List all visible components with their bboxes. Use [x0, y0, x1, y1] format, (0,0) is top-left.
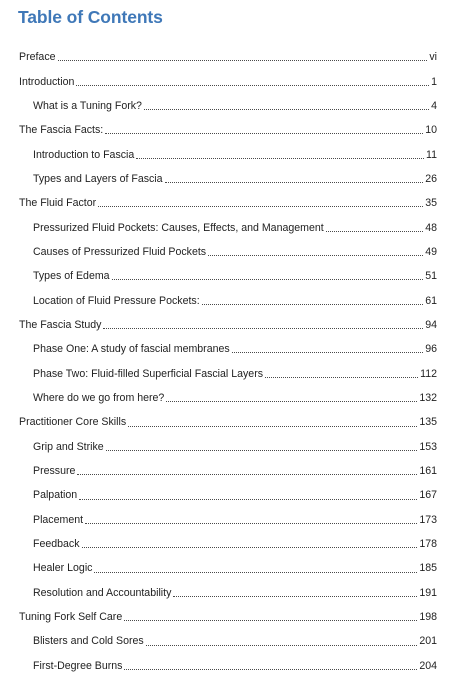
toc-entry-page-number: 26: [425, 172, 437, 185]
toc-entry-page-number: 11: [426, 148, 437, 161]
dot-leader: [112, 279, 424, 280]
toc-entry-title: Healer Logic: [33, 562, 93, 575]
toc-entry-page-number: 112: [420, 367, 437, 380]
toc-entry-title: Pressure: [33, 465, 76, 478]
toc-entry[interactable]: [0, 240, 459, 264]
toc-entry-title: The Fluid Factor: [19, 197, 97, 210]
toc-entry-title: Introduction to Fascia: [33, 148, 135, 161]
toc-entry-title: Phase Two: Fluid-filled Superficial Fascial Layers: [33, 367, 264, 380]
dot-leader: [124, 669, 417, 670]
toc-entry-title: The Fascia Facts:: [19, 124, 104, 137]
dot-leader: [165, 182, 424, 183]
toc-entry[interactable]: [0, 69, 459, 93]
toc-entry[interactable]: [0, 313, 459, 337]
toc-entry-title: Practitioner Core Skills: [19, 416, 127, 429]
dot-leader: [208, 255, 423, 256]
toc-entry-page-number: 204: [419, 659, 437, 672]
dot-leader: [202, 304, 424, 305]
dot-leader: [136, 158, 424, 159]
toc-entry[interactable]: [0, 142, 459, 166]
toc-entry-title: Placement: [33, 513, 84, 526]
toc-entry[interactable]: [0, 435, 459, 459]
dot-leader: [103, 328, 423, 329]
toc-entry-page-number: 185: [419, 562, 437, 575]
toc-entry-page-number: 161: [419, 465, 437, 478]
toc-entry[interactable]: [0, 556, 459, 580]
toc-entry-title: Introduction: [19, 75, 75, 88]
toc-entry[interactable]: [0, 654, 459, 678]
toc-entry[interactable]: [0, 508, 459, 532]
toc-entry-title: Palpation: [33, 489, 78, 502]
dot-leader: [106, 450, 418, 451]
toc-entry-page-number: 1: [431, 75, 437, 88]
dot-leader: [79, 499, 417, 500]
toc-entry[interactable]: [0, 483, 459, 507]
dot-leader: [105, 133, 423, 134]
dot-leader: [98, 206, 423, 207]
toc-entry-page-number: 167: [419, 489, 437, 502]
dot-leader: [166, 401, 417, 402]
toc-entry-page-number: 49: [425, 245, 437, 258]
toc-entry[interactable]: [0, 361, 459, 385]
toc-entry-page-number: 35: [425, 197, 437, 210]
toc-entry-title: First-Degree Burns: [33, 659, 123, 672]
toc-title: Table of Contents: [18, 7, 163, 27]
toc-entry[interactable]: [0, 45, 459, 69]
toc-entry[interactable]: [0, 118, 459, 142]
toc-entry-page-number: 191: [419, 586, 437, 599]
toc-entry[interactable]: [0, 264, 459, 288]
toc-entry-title: The Fascia Study: [19, 318, 102, 331]
toc-entry-page-number: 10: [425, 124, 437, 137]
toc-entry[interactable]: [0, 386, 459, 410]
toc-entry-page-number: 153: [419, 440, 437, 453]
dot-leader: [128, 426, 417, 427]
toc-entry-title: Types and Layers of Fascia: [33, 172, 163, 185]
toc-list: [0, 45, 459, 678]
toc-entry-page-number: vi: [429, 51, 437, 64]
toc-entry[interactable]: [0, 94, 459, 118]
dot-leader: [58, 60, 428, 61]
dot-leader: [77, 474, 417, 475]
toc-entry-title: Phase One: A study of fascial membranes: [33, 343, 230, 356]
toc-entry-page-number: 198: [419, 611, 437, 624]
toc-entry[interactable]: [0, 288, 459, 312]
toc-entry-title: Preface: [19, 51, 56, 64]
toc-entry-page-number: 201: [419, 635, 437, 648]
toc-entry-page-number: 178: [419, 538, 437, 551]
toc-entry[interactable]: [0, 215, 459, 239]
toc-entry-page-number: 51: [425, 270, 437, 283]
toc-entry-page-number: 135: [419, 416, 437, 429]
toc-entry-title: Pressurized Fluid Pockets: Causes, Effects, and Management: [33, 221, 324, 234]
dot-leader: [76, 85, 429, 86]
dot-leader: [265, 377, 418, 378]
toc-entry[interactable]: [0, 167, 459, 191]
dot-leader: [85, 523, 417, 524]
toc-entry-title: Tuning Fork Self Care: [19, 611, 123, 624]
toc-entry-title: Feedback: [33, 538, 80, 551]
toc-entry-page-number: 94: [425, 318, 437, 331]
toc-entry-title: Grip and Strike: [33, 440, 104, 453]
toc-entry[interactable]: [0, 337, 459, 361]
toc-entry[interactable]: [0, 629, 459, 653]
toc-entry-page-number: 173: [419, 513, 437, 526]
toc-entry-title: Causes of Pressurized Fluid Pockets: [33, 245, 207, 258]
toc-entry[interactable]: [0, 605, 459, 629]
dot-leader: [144, 109, 429, 110]
toc-entry[interactable]: [0, 191, 459, 215]
dot-leader: [173, 596, 417, 597]
dot-leader: [124, 620, 417, 621]
toc-entry-page-number: 4: [431, 99, 437, 112]
toc-entry[interactable]: [0, 532, 459, 556]
toc-entry-page-number: 132: [419, 391, 437, 404]
dot-leader: [146, 645, 418, 646]
toc-entry[interactable]: [0, 410, 459, 434]
toc-entry-page-number: 48: [425, 221, 437, 234]
dot-leader: [326, 231, 424, 232]
toc-entry-title: What is a Tuning Fork?: [33, 99, 142, 112]
toc-entry[interactable]: [0, 459, 459, 483]
toc-entry-title: Where do we go from here?: [33, 391, 165, 404]
dot-leader: [94, 572, 417, 573]
toc-entry-title: Types of Edema: [33, 270, 110, 283]
dot-leader: [232, 352, 424, 353]
toc-entry[interactable]: [0, 581, 459, 605]
toc-entry-page-number: 61: [425, 294, 437, 307]
toc-entry-title: Resolution and Accountability: [33, 586, 172, 599]
toc-entry-title: Blisters and Cold Sores: [33, 635, 144, 648]
dot-leader: [82, 547, 418, 548]
toc-entry-page-number: 96: [425, 343, 437, 356]
toc-entry-title: Location of Fluid Pressure Pockets:: [33, 294, 200, 307]
